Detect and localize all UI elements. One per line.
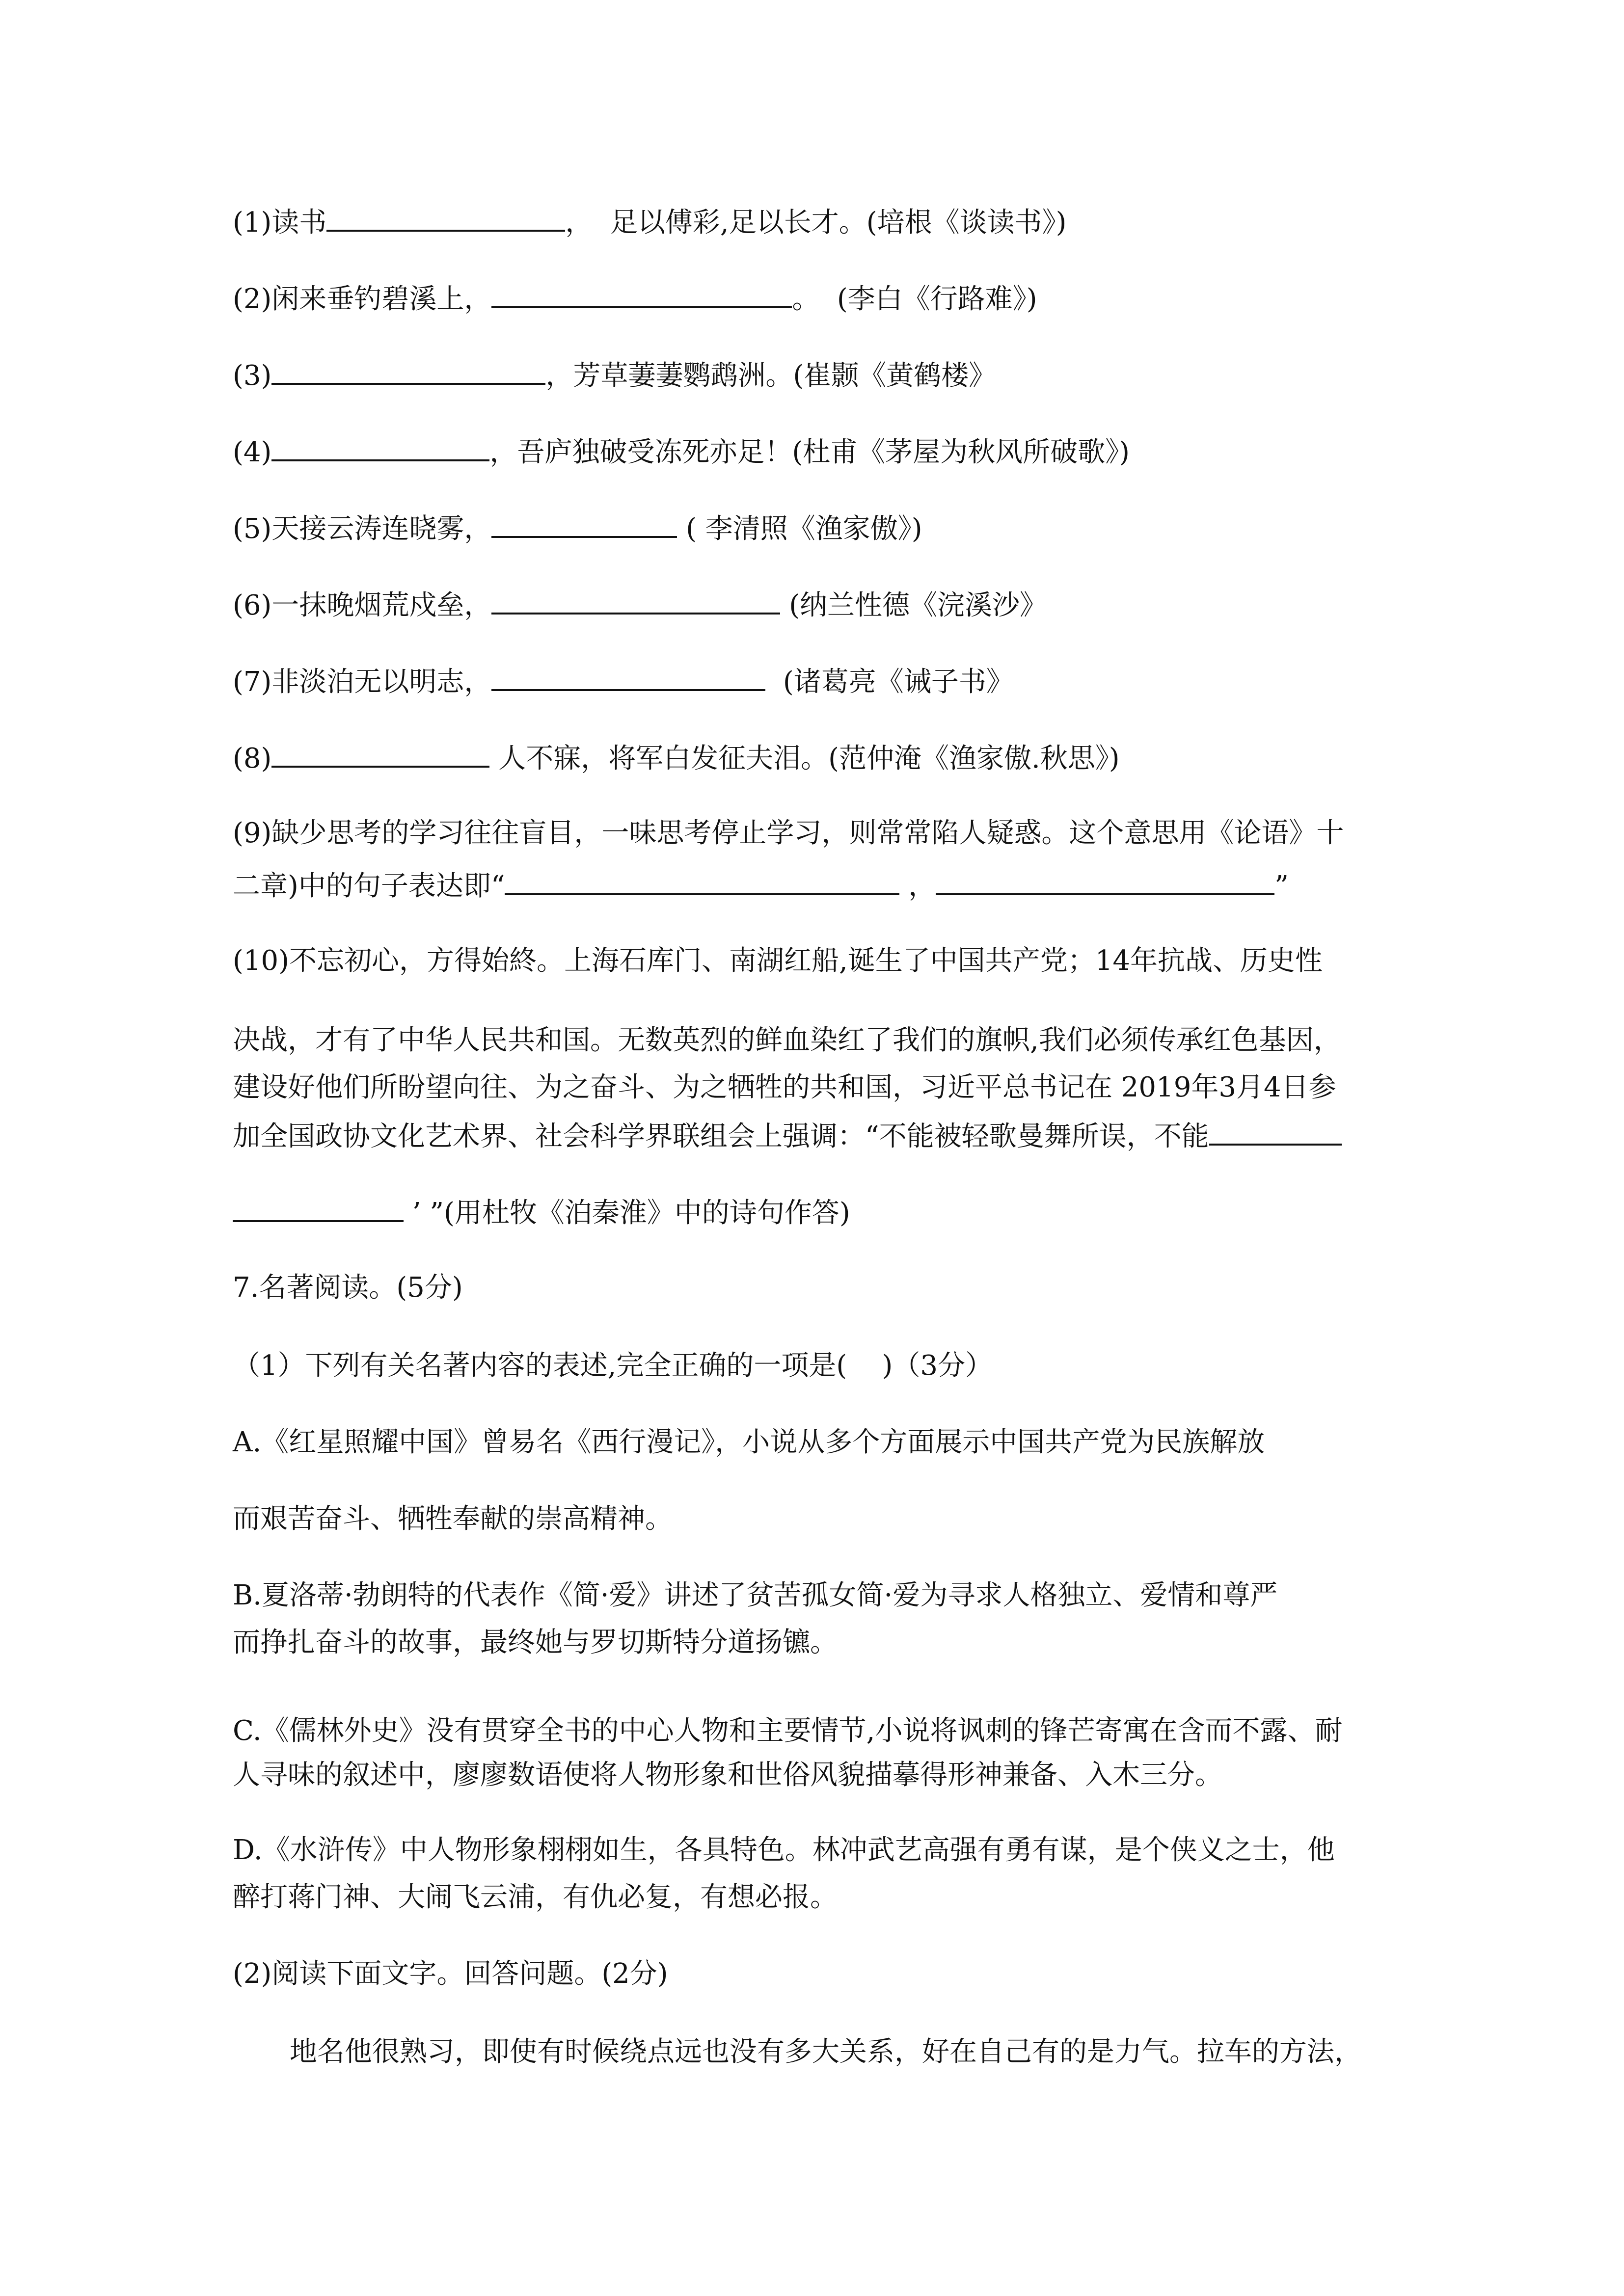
fill-in-1 <box>233 205 1066 239</box>
answer-blank-9b[interactable] <box>936 869 1274 895</box>
answer-blank-3[interactable] <box>271 358 545 385</box>
prompt-text: 一抹晚烟荒戍垒， <box>271 589 492 621</box>
q7-sub1: （1）下列有关名著内容的表述,完全正确的一项是( )（3分） <box>233 1350 993 1382</box>
answer-blank-2[interactable] <box>491 282 792 308</box>
item-number: (5) <box>233 513 272 545</box>
answer-blank-1[interactable] <box>326 205 565 232</box>
item-number: (8) <box>233 743 272 774</box>
source-text: 人不寐，将军白发征夫泪。(范仲淹《渔家傲.秋思》) <box>489 743 1120 774</box>
item-number: (6) <box>233 589 272 621</box>
fill-in-3 <box>233 358 996 392</box>
source-text: (纳兰性德《浣溪沙》 <box>780 589 1047 621</box>
option-d-line-2: 醉打蒋门神、大闹飞云浦，有仇必复，有想必报。 <box>233 1881 838 1913</box>
q9-comma: ， <box>899 870 936 902</box>
prompt-text: 读书 <box>271 207 327 239</box>
answer-blank-8[interactable] <box>271 741 489 768</box>
answer-blank-5[interactable] <box>491 511 677 538</box>
item-number: (7) <box>233 666 272 698</box>
fill-in-2 <box>233 282 1037 315</box>
q7-sub2: (2)阅读下面文字。回答问题。(2分) <box>233 1958 668 1990</box>
fill-in-4 <box>233 435 1130 468</box>
answer-blank-7[interactable] <box>491 665 765 691</box>
answer-blank-10b[interactable] <box>233 1196 404 1222</box>
option-c-line-1: C.《儒林外史》没有贯穿全书的中心人物和主要情节,小说将讽刺的锋芒寄寓在含而不露、耐 <box>233 1715 1343 1747</box>
fill-in-7 <box>233 665 1014 698</box>
q10-line-2: 决战，才有了中华人民共和国。无数英烈的鲜血染红了我们的旗帜,我们必须传承红色基因， <box>233 1024 1341 1056</box>
source-text: 。 (李白《行路难》) <box>792 283 1037 315</box>
q9-prompt: 二章)中的句子表达即“ <box>233 870 505 902</box>
fill-in-8 <box>233 741 1120 774</box>
option-b-line-1: B.夏洛蒂·勃朗特的代表作《简·爱》讲述了贫苦孤女简·爱为寻求人格独立、爱情和尊严 <box>233 1579 1278 1611</box>
passage-line: 地名他很熟习，即使有时候绕点远也没有多大关系，好在自己有的是力气。拉车的方法， <box>290 2036 1362 2068</box>
q7-title: 7.名著阅读。(5分) <box>233 1272 463 1304</box>
fill-in-5 <box>233 511 922 545</box>
source-text: ，吾庐独破受冻死亦足！(杜甫《茅屋为秋风所破歌》) <box>489 436 1130 468</box>
option-a-line-1: A.《红星照耀中国》曾易名《西行漫记》，小说从多个方面展示中国共产党为民族解放 <box>233 1426 1265 1458</box>
q10-prompt: 加全国政协文化艺术界、社会科学界联组会上强调：“不能被轻歌曼舞所误，不能 <box>233 1121 1209 1152</box>
prompt-text: 闲来垂钓碧溪上， <box>271 283 492 315</box>
option-a-line-2: 而艰苦奋斗、牺牲奉献的崇高精神。 <box>233 1503 673 1535</box>
prompt-text: 天接云涛连晓雾， <box>271 513 492 545</box>
item-number: (4) <box>233 436 272 468</box>
q10-line-1: (10)不忘初心，方得始終。上海石库门、南湖红船,诞生了中国共产党；14年抗战、历史性 <box>233 945 1323 977</box>
source-text: (诸葛亮《诫子书》 <box>765 666 1014 698</box>
answer-blank-9a[interactable] <box>505 869 899 895</box>
q10-line-3: 建设好他们所盼望向往、为之奋斗、为之牺牲的共和国，习近平总书记在 2019年3月4日参 <box>233 1071 1336 1103</box>
answer-blank-4[interactable] <box>271 435 489 461</box>
source-text: ， 足以傅彩,足以长才。(培根《谈读书》) <box>565 207 1067 239</box>
q10-source: ’ ”(用杜牧《泊秦淮》中的诗句作答) <box>404 1197 850 1229</box>
prompt-text: 非淡泊无以明志， <box>271 666 492 698</box>
answer-blank-10a[interactable] <box>1209 1119 1342 1146</box>
item-number: (1) <box>233 207 272 239</box>
q9-close-quote: ” <box>1274 870 1289 902</box>
item-number: (3) <box>233 360 272 392</box>
q10-line-5 <box>233 1196 850 1229</box>
q9-line-1: (9)缺少思考的学习往往盲目，一味思考停止学习，则常常陷人疑惑。这个意思用《论语》十 <box>233 817 1344 849</box>
fill-in-6 <box>233 588 1047 621</box>
q10-line-4 <box>233 1119 1342 1152</box>
item-number: (2) <box>233 283 272 315</box>
answer-blank-6[interactable] <box>491 588 780 614</box>
option-c-line-2: 人寻味的叙述中，廖廖数语使将人物形象和世俗风貌描摹得形神兼备、入木三分。 <box>233 1759 1222 1791</box>
q9-line-2 <box>233 869 1289 902</box>
option-b-line-2: 而挣扎奋斗的故事，最终她与罗切斯特分道扬镳。 <box>233 1627 838 1658</box>
source-text: ，芳草萋萋鹦鹉洲。(崔颢《黄鹤楼》 <box>545 360 997 392</box>
option-d-line-1: D.《水浒传》中人物形象栩栩如生，各具特色。林冲武艺高强有勇有谋，是个侠义之士，他 <box>233 1834 1335 1866</box>
source-text: ( 李清照《渔家傲》) <box>677 513 922 545</box>
